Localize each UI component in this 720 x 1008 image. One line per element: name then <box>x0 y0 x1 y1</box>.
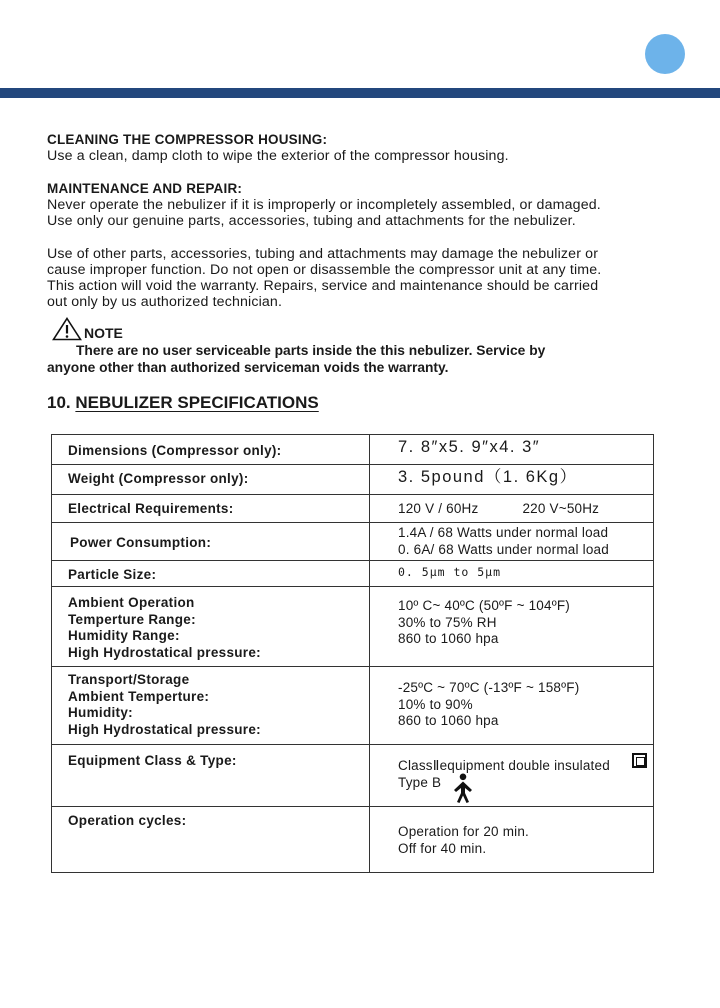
table-row <box>52 745 654 807</box>
spec-label: Humidity: <box>68 705 133 720</box>
maintenance-para-line-2: cause improper function. Do not open or disassemble the compressor unit at any time. <box>47 262 602 278</box>
cleaning-text: Use a clean, damp cloth to wipe the exterior of the compressor housing. <box>47 148 509 164</box>
spec-label: Transport/Storage <box>68 672 190 687</box>
note-line-1: There are no user serviceable parts inside the this nebulizer. Service by <box>76 343 546 358</box>
spec-label: Weight (Compressor only): <box>68 471 249 486</box>
note-label: NOTE <box>84 325 123 341</box>
maintenance-para-line-3: This action will void the warranty. Repairs, service and maintenance should be carried <box>47 278 599 294</box>
table-row <box>52 667 654 745</box>
spec-label: Operation cycles: <box>68 813 187 828</box>
maintenance-para-line-4: out only by us authorized technician. <box>47 294 283 310</box>
spec-value: 0. 6A/ 68 Watts under normal load <box>398 541 609 557</box>
spec-value: 3. 5pound（1. 6Kg） <box>398 468 578 486</box>
spec-label: Temperture Range: <box>68 611 196 627</box>
maintenance-heading: MAINTENANCE AND REPAIR: <box>47 181 243 196</box>
spec-value: 10% to 90% <box>398 696 473 712</box>
note-line-2: anyone other than authorized serviceman voids the warranty. <box>47 360 449 375</box>
section-title: NEBULIZER SPECIFICATIONS <box>75 393 319 412</box>
spec-label: Equipment Class & Type: <box>68 753 237 768</box>
spec-value: -25ºC ~ 70ºC (-13ºF ~ 158ºF) <box>398 680 580 695</box>
maintenance-line-1: Never operate the nebulizer if it is improperly or incompletely assembled, or damaged. <box>47 197 601 213</box>
class-ii-double-square-icon <box>632 753 647 768</box>
spec-label: Electrical Requirements: <box>68 501 234 516</box>
spec-value: ClassⅡequipment double insulated <box>398 758 610 773</box>
spec-value: 30% to 75% RH <box>398 614 497 630</box>
spec-value: 860 to 1060 hpa <box>398 713 499 728</box>
spec-value: Type B <box>398 774 442 790</box>
note-text <box>47 342 545 376</box>
table-row <box>52 435 654 465</box>
table-row <box>52 807 654 873</box>
spec-value: Operation for 20 min. <box>398 824 530 839</box>
spec-value: Off for 40 min. <box>398 840 487 856</box>
warning-triangle-icon <box>52 317 82 341</box>
maintenance-para-line-1: Use of other parts, accessories, tubing and attachments may damage the nebulizer or <box>47 246 599 262</box>
spec-label: High Hydrostatical pressure: <box>68 721 261 737</box>
specifications-table <box>51 434 654 873</box>
spec-label: Ambient Operation <box>68 595 195 610</box>
spec-value-120v: 120 V / 60Hz <box>398 501 479 516</box>
page-number-circle <box>645 34 685 74</box>
header-bar <box>0 88 720 98</box>
table-row <box>52 465 654 495</box>
cleaning-heading: CLEANING THE COMPRESSOR HOUSING: <box>47 132 328 147</box>
spec-value-220v: 220 V~50Hz <box>522 501 600 516</box>
spec-value: 7. 8″x5. 9″x4. 3″ <box>398 438 541 456</box>
table-row <box>52 561 654 587</box>
spec-value: 10º C~ 40ºC (50ºF ~ 104ºF) <box>398 598 570 613</box>
spec-value: 0. 5μm to 5μm <box>398 565 502 579</box>
spec-label: High Hydrostatical pressure: <box>68 644 261 660</box>
spec-label: Humidity Range: <box>68 628 180 643</box>
specifications-heading <box>47 393 319 413</box>
spec-label: Ambient Temperture: <box>68 688 210 704</box>
spec-value: 1.4A / 68 Watts under normal load <box>398 525 609 540</box>
table-row <box>52 587 654 667</box>
table-row <box>52 523 654 561</box>
spec-label: Power Consumption: <box>70 535 212 550</box>
table-row <box>52 495 654 523</box>
type-b-person-icon <box>452 773 474 803</box>
spec-label: Dimensions (Compressor only): <box>68 443 282 458</box>
spec-label: Particle Size: <box>68 567 157 582</box>
spec-value: 860 to 1060 hpa <box>398 631 499 646</box>
section-number: 10. <box>47 393 71 412</box>
maintenance-line-2: Use only our genuine parts, accessories, tubing and attachments for the nebulizer. <box>47 213 576 229</box>
